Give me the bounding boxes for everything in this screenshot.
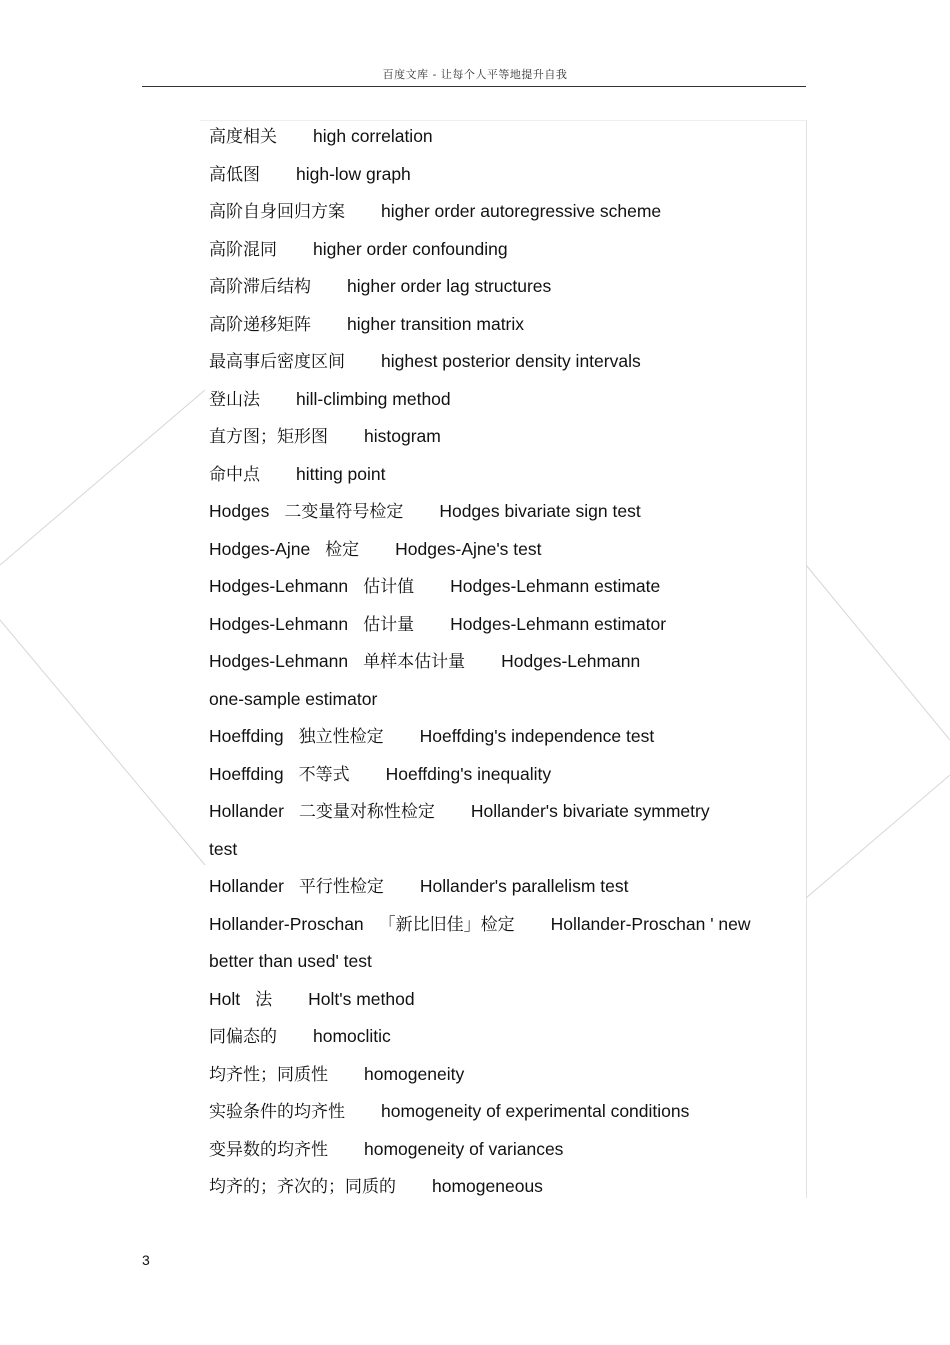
- term-prefix: Hodges-Lehmann: [209, 651, 349, 671]
- chinese-term: 均齐的；齐次的；同质的: [209, 1177, 396, 1197]
- chinese-term: 估计值: [363, 577, 415, 597]
- glossary-line: [209, 688, 377, 710]
- chinese-term: 独立性检定: [298, 727, 384, 747]
- english-term: highest posterior density intervals: [381, 351, 641, 371]
- glossary-line: [209, 875, 628, 897]
- english-term: one-sample estimator: [209, 688, 378, 709]
- glossary-line: [209, 575, 660, 597]
- english-term: histogram: [364, 426, 441, 446]
- chinese-term: 高低图: [209, 164, 260, 185]
- glossary-line: [209, 275, 551, 297]
- chinese-term: 登山法: [209, 389, 260, 410]
- english-term: Hoeffding's inequality: [385, 763, 552, 784]
- english-term: Hollander-Proschan ' new: [550, 913, 751, 934]
- chinese-term: 检定: [325, 539, 360, 560]
- chinese-term: 实验条件的均齐性: [209, 1102, 345, 1122]
- chinese-term: 同偏态的: [209, 1027, 277, 1047]
- glossary-line: [209, 838, 237, 860]
- glossary-line: [209, 913, 751, 935]
- term-prefix: Hollander: [209, 801, 284, 821]
- english-term: Hodges bivariate sign test: [439, 501, 641, 521]
- english-term: Hodges-Lehmann: [501, 651, 641, 671]
- glossary-line: [209, 238, 508, 260]
- english-term: Hodges-Ajne's test: [395, 538, 542, 559]
- chinese-term: 高阶滞后结构: [209, 277, 311, 297]
- glossary-line: [209, 763, 551, 785]
- english-term: homogeneity: [364, 1063, 465, 1084]
- term-prefix: Hodges-Lehmann: [209, 613, 349, 634]
- english-term: high correlation: [313, 126, 433, 146]
- chinese-term: 「新比旧佳」检定: [378, 914, 515, 935]
- chinese-term: 高阶递移矩阵: [209, 314, 311, 335]
- english-term: test: [209, 838, 238, 859]
- english-term: Hoeffding's independence test: [419, 726, 655, 746]
- glossary-line: [209, 463, 386, 485]
- glossary-line: [209, 725, 654, 747]
- term-prefix: Hollander-Proschan: [209, 913, 364, 934]
- glossary-line: [209, 163, 411, 185]
- glossary-line: [209, 125, 433, 147]
- english-term: homogeneous: [432, 1176, 543, 1196]
- chinese-term: 二变量对称性检定: [298, 802, 435, 822]
- english-term: Holt's method: [308, 988, 415, 1009]
- content-frame-top: [200, 120, 806, 121]
- english-term: Hollander's parallelism test: [419, 876, 629, 896]
- term-prefix: Hollander: [209, 876, 284, 896]
- glossary-line: [209, 1100, 689, 1122]
- chinese-term: 直方图；矩形图: [209, 427, 328, 447]
- glossary-line: [209, 1063, 464, 1085]
- chinese-term: 平行性检定: [298, 877, 384, 897]
- glossary-line: [209, 500, 641, 522]
- english-term: Hodges-Lehmann estimator: [450, 613, 667, 634]
- chinese-term: 估计量: [363, 614, 415, 635]
- chinese-term: 高阶自身回归方案: [209, 202, 345, 222]
- term-prefix: Hodges-Lehmann: [209, 576, 349, 596]
- english-term: homoclitic: [313, 1026, 391, 1046]
- glossary-line: [209, 313, 524, 335]
- glossary-line: [209, 950, 372, 972]
- english-term: homogeneity of experimental conditions: [381, 1101, 690, 1121]
- english-term: Hodges-Lehmann estimate: [450, 576, 661, 596]
- english-term: better than used' test: [209, 951, 372, 971]
- glossary-line: [209, 1025, 391, 1047]
- glossary-line: [209, 425, 441, 447]
- chinese-term: 高度相关: [209, 127, 277, 147]
- chinese-term: 命中点: [209, 464, 260, 485]
- term-prefix: Holt: [209, 988, 241, 1009]
- glossary-line: [209, 1138, 563, 1160]
- english-term: hill-climbing method: [296, 388, 451, 409]
- english-term: higher transition matrix: [347, 313, 525, 334]
- chinese-term: 二变量符号检定: [284, 502, 404, 522]
- glossary-line: [209, 613, 666, 635]
- page-header: 百度文库 - 让每个人平等地提升自我: [382, 68, 568, 81]
- chinese-term: 最高事后密度区间: [209, 352, 345, 372]
- english-term: homogeneity of variances: [364, 1138, 564, 1159]
- glossary-line: [209, 650, 640, 672]
- term-prefix: Hoeffding: [209, 726, 284, 746]
- english-term: higher order confounding: [313, 238, 508, 259]
- english-term: high-low graph: [296, 163, 411, 184]
- glossary-line: [209, 350, 641, 372]
- glossary-line: [209, 800, 710, 822]
- page-number: 3: [142, 1252, 150, 1268]
- chinese-term: 法: [255, 989, 273, 1010]
- header-rule: [142, 86, 806, 87]
- english-term: hitting point: [296, 463, 386, 484]
- glossary-line: [209, 988, 415, 1010]
- english-term: higher order autoregressive scheme: [381, 201, 662, 221]
- chinese-term: 均齐性；同质性: [209, 1064, 328, 1085]
- content-frame-right: [806, 120, 807, 1198]
- chinese-term: 不等式: [298, 764, 350, 785]
- chinese-term: 单样本估计量: [363, 652, 466, 672]
- glossary-line: [209, 388, 451, 410]
- glossary-line: [209, 538, 542, 560]
- term-prefix: Hodges-Ajne: [209, 538, 311, 559]
- english-term: Hollander's bivariate symmetry: [470, 801, 710, 821]
- english-term: higher order lag structures: [347, 276, 552, 296]
- glossary-line: [209, 1175, 543, 1197]
- term-prefix: Hoeffding: [209, 763, 284, 784]
- glossary-line: [209, 200, 661, 222]
- term-prefix: Hodges: [209, 501, 270, 521]
- chinese-term: 变异数的均齐性: [209, 1139, 328, 1160]
- chinese-term: 高阶混同: [209, 239, 277, 260]
